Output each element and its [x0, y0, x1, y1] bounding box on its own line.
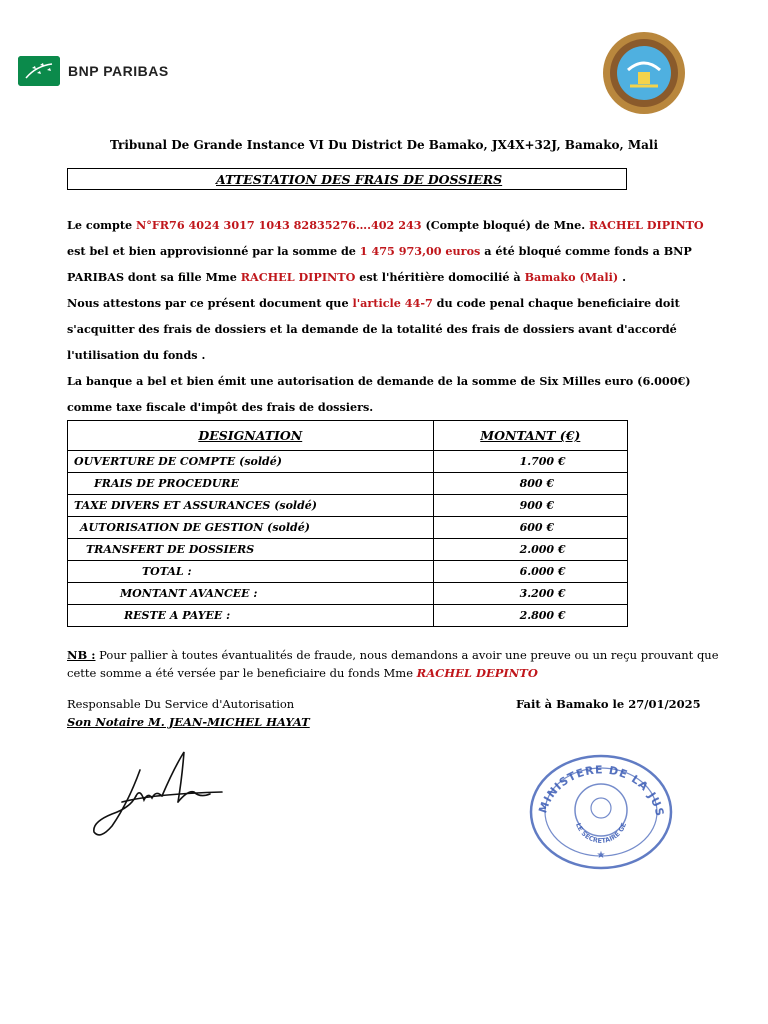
- row-label: OUVERTURE DE COMPTE (soldé): [68, 451, 434, 473]
- body-text: est bel et bien approvisionné par la somme de: [67, 244, 360, 258]
- table-row: [68, 517, 628, 539]
- body-text: (Compte bloqué) de Mne.: [421, 218, 590, 232]
- row-label: AUTORISATION DE GESTION (soldé): [68, 517, 434, 539]
- account-number: N°FR76 4024 3017 1043 82835276….402 243: [136, 218, 422, 232]
- body-text: Le compte: [67, 218, 136, 232]
- table-header-row: [68, 421, 628, 451]
- attestation-body: [67, 212, 707, 420]
- document-title: ATTESTATION DES FRAIS DE DOSSIERS: [216, 172, 503, 187]
- bnp-paribas-logo: [18, 56, 169, 86]
- nb-text: Pour pallier à toutes évantualités de fraude, nous demandons a avoir une preuve ou un reçu prouvant que cette somme a été versée par le beneficiaire du fonds Mme: [67, 648, 719, 680]
- row-amount: 3.200 €: [433, 583, 627, 605]
- document-title-box: [67, 168, 627, 190]
- body-text: La banque a bel et bien émit une autorisation de demande de la somme de Six Milles euro (6.000€) comme taxe fiscale d'impôt des frais de dossiers.: [67, 374, 691, 414]
- bank-name: BNP PARIBAS: [68, 63, 169, 79]
- row-label: TRANSFERT DE DOSSIERS: [68, 539, 434, 561]
- row-label: MONTANT AVANCEE :: [68, 583, 434, 605]
- nb-note: [67, 646, 727, 682]
- nb-name: RACHEL DEPINTO: [416, 666, 538, 680]
- row-amount: 600 €: [433, 517, 627, 539]
- table-row: [68, 495, 628, 517]
- notary-name: Son Notaire M. JEAN-MICHEL HAYAT: [67, 715, 310, 729]
- row-amount: 6.000 €: [433, 561, 627, 583]
- body-text: du code penal chaque beneficiaire doit s'acquitter des frais de dossiers et la demande de la totalité des frais de dossiers avant d'accordé l'utilisation du fonds .: [67, 296, 680, 362]
- table-row: [68, 539, 628, 561]
- city: Bamako (Mali): [524, 270, 619, 284]
- body-text: a été bloqué comme fonds a BNP PARIBAS dont sa fille Mme: [67, 244, 692, 284]
- stamp-inner-text: LE SECRETAIRE GE: [574, 821, 629, 845]
- fees-table: [67, 420, 628, 627]
- table-row: [68, 583, 628, 605]
- ministry-stamp: [528, 752, 674, 870]
- row-amount: 2.000 €: [433, 539, 627, 561]
- svg-text:★: ★: [596, 850, 606, 861]
- bank-logo-icon: [18, 56, 60, 86]
- blocked-amount: 1 475 973,00 euros: [359, 244, 481, 258]
- table-row: [68, 473, 628, 495]
- table-row: [68, 561, 628, 583]
- body-text: est l'héritière domocilié à: [355, 270, 525, 284]
- republic-seal: [600, 30, 688, 116]
- table-row: [68, 605, 628, 627]
- svg-text:MINISTERE DE LA JUSTICE: [528, 752, 667, 818]
- signature: [82, 748, 232, 844]
- heir-name: RACHEL DIPINTO: [240, 270, 356, 284]
- place-date: Fait à Bamako le 27/01/2025: [516, 697, 701, 711]
- body-text: Nous attestons par ce présent document que: [67, 296, 353, 310]
- amount-header: MONTANT (€): [433, 421, 627, 451]
- court-address: Tribunal De Grande Instance VI Du District De Bamako, JX4X+32J, Bamako, Mali: [109, 138, 659, 152]
- row-amount: 900 €: [433, 495, 627, 517]
- nb-label: NB :: [67, 648, 96, 662]
- row-label: FRAIS DE PROCEDURE: [68, 473, 434, 495]
- row-amount: 800 €: [433, 473, 627, 495]
- account-holder: RACHEL DIPINTO: [589, 218, 704, 232]
- row-amount: 2.800 €: [433, 605, 627, 627]
- row-label: TOTAL :: [68, 561, 434, 583]
- designation-header: DESIGNATION: [68, 421, 434, 451]
- body-text: .: [618, 270, 626, 284]
- article-reference: l'article 44-7: [352, 296, 433, 310]
- row-label: RESTE A PAYEE :: [68, 605, 434, 627]
- table-row: [68, 451, 628, 473]
- row-label: TAXE DIVERS ET ASSURANCES (soldé): [68, 495, 434, 517]
- stamp-outer-text: MINISTERE DE LA JUS: [536, 763, 667, 819]
- responsible-service: Responsable Du Service d'Autorisation: [67, 697, 295, 711]
- row-amount: 1.700 €: [433, 451, 627, 473]
